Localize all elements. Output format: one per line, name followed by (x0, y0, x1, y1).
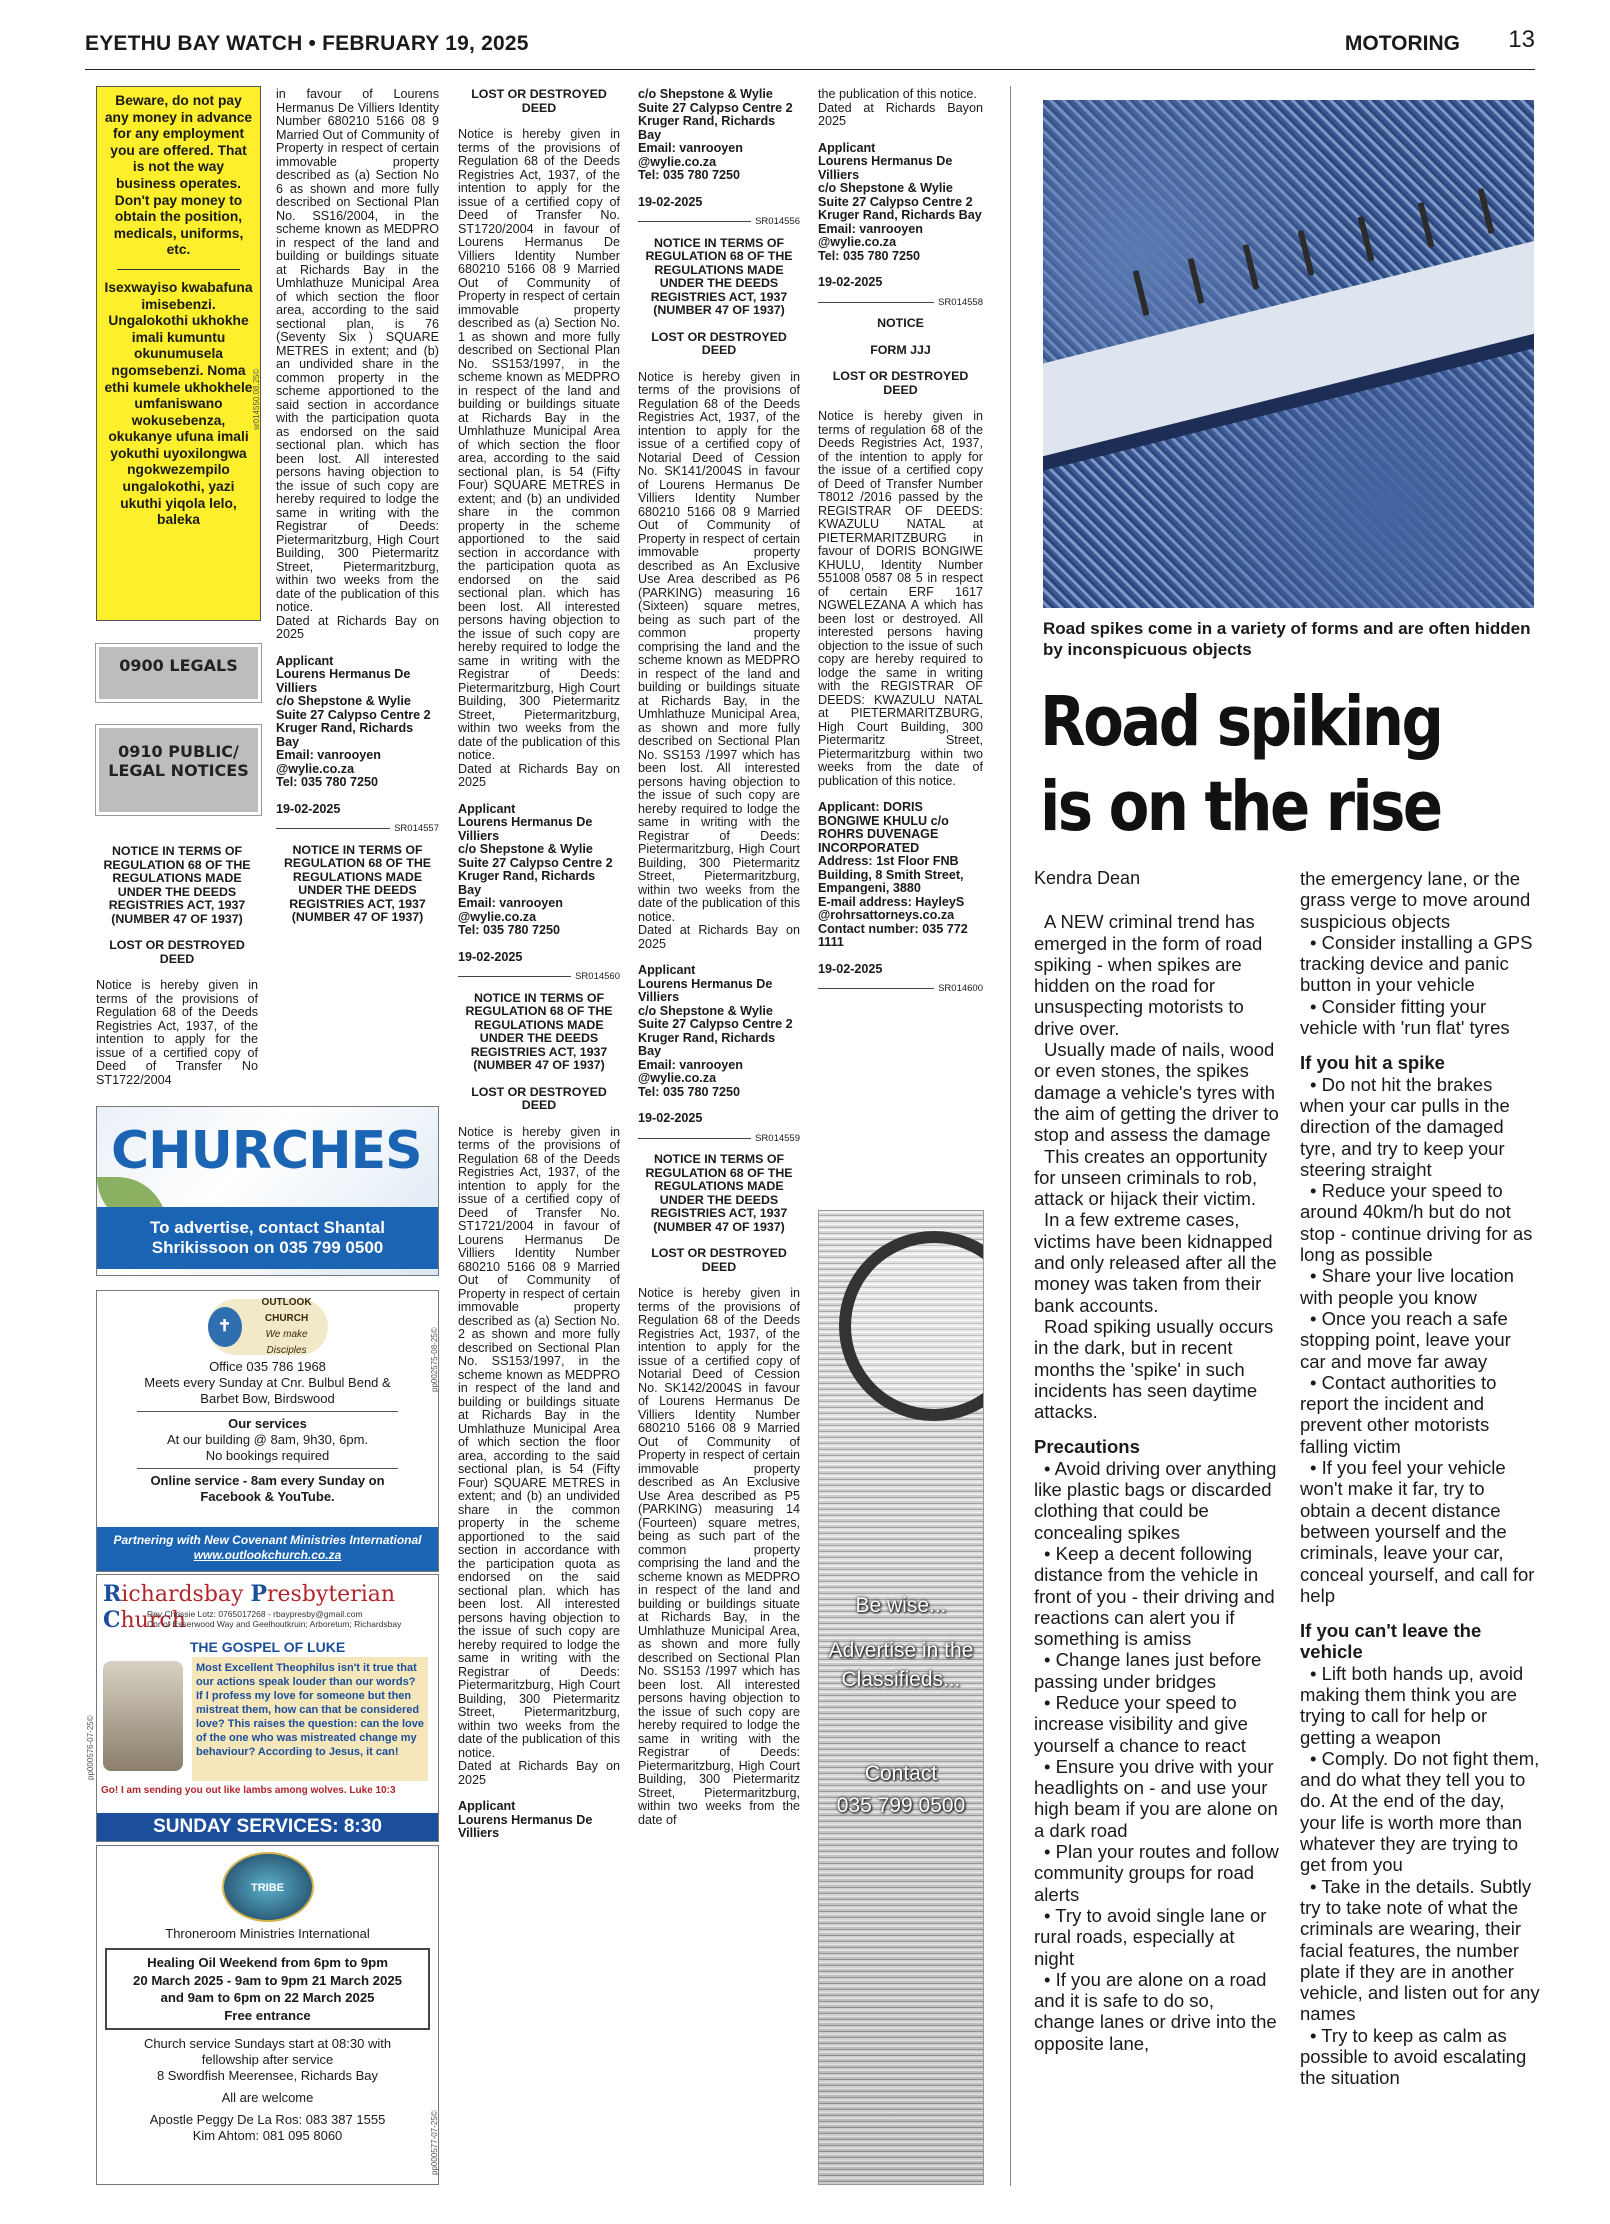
applicant-email: Email: vanrooyen @wylie.co.za (276, 748, 381, 776)
applicant-email: E-mail address: HayleyS @rohrsattorneys.co.za (818, 894, 965, 922)
article-bullet: • Plan your routes and follow community groups for road alerts (1034, 1841, 1279, 1905)
churches-title: CHURCHES (111, 1121, 422, 1181)
notice-subheading: LOST OR DESTROYED DEED (471, 1084, 607, 1112)
notice-body: in favour of Lourens Hermanus De Villiers Identity Number 680210 5166 08 9 Married Out of Community of Property in respect of certain immovable property described as (a) Section No 6 as shown and more fully described on Sectional Plan No. SS16/2004, in the scheme known as MEDPRO in respect of the land and building or buildings situate at Richards Bay in the Umhlathuze Municipal Area of which section the floor area, according to the said sectional plan, is 76 (Seventy Six ) SQUARE METRES in extent; and (b) an undivided share in the common property in the scheme apportioned to the said section in accordance with the participation quota as endorsed on the said sectional plan. which has been lost. All interested persons having objection to the issue of such copy are hereby required to lodge the same in writing with the Registrar of Deeds: Pietermaritzburg, High Court Building, 300 Pietermaritz Street, Pietermaritzburg, within two weeks from the date of the publication of this notice. (276, 88, 439, 614)
article-bullet: • If you are alone on a road and it is safe to do so, change lanes or drive into the opposite lane, (1034, 1969, 1279, 2054)
article-bullet: • Do not hit the brakes when your car pulls in the direction of the damaged tyre, and try to keep your steering straight (1300, 1074, 1540, 1180)
applicant-label: Applicant (276, 653, 334, 668)
article-paragraph: Road spiking usually occurs in the dark, but in recent months the 'spike' in such incidents has seen daytime attacks. (1034, 1315, 1274, 1423)
article-paragraph: the emergency lane, or the grass verge to move around suspicious objects (1300, 868, 1531, 932)
notice-heading: NOTICE IN TERMS OF REGULATION 68 OF THE REGULATIONS MADE UNDER THE DEEDS REGISTRIES ACT, 1937 (NUMBER 47 OF 1937) (645, 1152, 793, 1234)
outlook-services2: No bookings required (205, 1448, 330, 1463)
notice-ref: SR014557 (276, 822, 439, 836)
article-bullet: • Contact authorities to report the incident and prevent other motorists falling victim (1300, 1372, 1540, 1457)
page-header (85, 26, 1535, 70)
employment-warning-box (96, 86, 261, 621)
applicant-address: Address: 1st Floor FNB Building, 8 Smith Street, Empangeni, 3880 (818, 854, 964, 895)
notice-form: FORM JJJ (870, 342, 931, 357)
service-contact1: Apostle Peggy De La Ros: 083 387 1555 (149, 2112, 386, 2127)
throneroom-ad (96, 1845, 439, 2185)
applicant-name: Lourens Hermanus De Villiers (458, 1812, 593, 1840)
notice-heading: NOTICE IN TERMS OF REGULATION 68 OF THE REGULATIONS MADE UNDER THE DEEDS REGISTRIES ACT, 1937 (NUMBER 47 OF 1937) (283, 842, 432, 924)
outlook-band (97, 1527, 438, 1571)
applicant-label: Applicant (458, 1799, 516, 1813)
outlook-band-text: Partnering with New Covenant Ministries International (113, 1533, 422, 1547)
masthead: EYETHU BAY WATCH • FEBRUARY 19, 2025 (85, 32, 529, 55)
service-contact2: Kim Ahtom: 081 095 8060 (192, 2128, 343, 2143)
presbyterian-church-ad (96, 1574, 439, 1842)
warning-zulu: Isexwayiso kwabafuna imisebenzi. Ungalokothi ukhokhe imali kumuntu okunumusela ngomsebenzi. Noma ethi kumele ukhokhele umfaniswano wokusebenza, okukanye ufuna imali yokuthi uyoxilongwa ngokwezempilo ungalokothi, yazi ukuthi yiqola lelo, baleka (104, 279, 253, 528)
outlook-meets1: Meets every Sunday at Cnr. Bulbul Bend & (144, 1375, 391, 1390)
headline-line1: Road spiking (1040, 682, 1442, 762)
article-paragraph: A NEW criminal trend has emerged in the form of road spiking - when spikes are hidden on the road for unsuspecting motorists to drive over. (1034, 911, 1263, 1039)
notice-subheading: LOST OR DESTROYED DEED (471, 88, 607, 115)
notice-body: Notice is hereby given in terms of the provisions of Regulation 68 of the Deeds Registries Act, 1937, of the intention to apply for the issue of a certified copy of Deed of Transfer No. ST1720/2004 in favour of Lourens Hermanus De Villiers Identity Number 680210 5166 08 9 Married Out of Community of Property in respect of certain immovable property described as (a) Section No. 1 as shown and more fully described on Sectional Plan No. SS153/1997, in the scheme known as MEDPRO in respect of the land and building or buildings situate at Richards Bay in the Umhlathuze Municipal Area of which section the floor area, according to the said sectional plan, is 54 (Fifty Four) SQUARE METRES in extent; and (b) an undivided share in the common property in the scheme apportioned to the said section in accordance with the participation quota as endorsed on the said sectional plan. which has been lost. All interested persons having objection to the issue of such copy are hereby required to lodge the same in writing with the Registrar of Deeds: Pietermaritzburg, High Court Building, 300 Pietermaritz Street, Pietermaritzburg, within two weeks from the date of the publication of this notice. (458, 127, 620, 762)
article-subheading: If you can't leave the vehicle (1300, 1620, 1482, 1663)
applicant-email: Email: vanrooyen @wylie.co.za (818, 221, 923, 249)
outlook-code: pp002575-08-25© (430, 1327, 439, 1392)
byline: Kendra Dean (1034, 868, 1141, 888)
article-bullet: • Try to keep as calm as possible to avoid escalating the situation (1300, 2025, 1540, 2089)
event-line4: Free entrance (224, 2007, 311, 2023)
article-headline (1040, 680, 1470, 850)
outlook-meets2: Barbet Bow, Birdswood (200, 1391, 335, 1406)
throneroom-logo-text: TRIBE (251, 1882, 284, 1894)
notice-body: Notice is hereby given in terms of the provisions of Regulation 68 of the Deeds Registries Act, 1937, of the intention to apply for the issue of a certified copy of Deed of Transfer No ST1722/2004 (96, 978, 258, 1087)
presby-contact: Rev Chrissie Lotz: 0765017268 - rbaypresby@gmail.com Cnr of Esserwood Way and Geelhoutkruin; Arboretum; Richardsbay (147, 1609, 402, 1629)
service-line1: Church service Sundays start at 08:30 with (143, 2036, 392, 2051)
presby-code: pp000576-07-25© (86, 1715, 95, 1780)
headline-line2: is on the rise (1040, 767, 1441, 847)
churches-line1: To advertise, contact Shantal (150, 1218, 385, 1237)
classifieds-line1: Be wise... (855, 1594, 947, 1617)
applicant-firm: c/o Shepstone & Wylie Suite 27 Calypso Centre 2 Kruger Rand, Richards Bay (818, 181, 982, 222)
praying-figure-image (103, 1661, 183, 1771)
article-bullet: • Keep a decent following distance from the vehicle in front of you - their driving and reactions can alert you if something is amiss (1034, 1543, 1279, 1649)
notice-date: 19-02-2025 (276, 801, 341, 816)
applicant-name: Lourens Hermanus De Villiers (818, 154, 953, 182)
applicant-detail: Applicant: DORIS BONGIWE KHULU c/o ROHRS DUVENAGE INCORPORATED (818, 800, 949, 855)
notice-subheading: LOST OR DESTROYED DEED (832, 369, 969, 397)
notice-ref: SR014559 (638, 1132, 800, 1146)
article-bullet: • Reduce your speed to increase visibility and give yourself a chance to react (1034, 1692, 1279, 1756)
article-bullet: • Share your live location with people you know (1300, 1265, 1540, 1308)
notice-heading: NOTICE IN TERMS OF REGULATION 68 OF THE REGULATIONS MADE UNDER THE DEEDS REGISTRIES ACT, 1937 (NUMBER 47 OF 1937) (103, 845, 251, 926)
notice-subheading: LOST OR DESTROYED DEED (651, 329, 787, 357)
service-line2: fellowship after service (201, 2052, 334, 2067)
article-bullet: • Try to avoid single lane or rural roads, especially at night (1034, 1905, 1279, 1969)
applicant-tel: Tel: 035 780 7250 (458, 923, 560, 937)
notice-heading: NOTICE IN TERMS OF REGULATION 68 OF THE REGULATIONS MADE UNDER THE DEEDS REGISTRIES ACT, 1937 (NUMBER 47 OF 1937) (645, 235, 793, 317)
outlook-online2: Facebook & YouTube. (200, 1489, 335, 1504)
notice-dated: Dated at Richards Bayon 2025 (818, 100, 983, 128)
article-paragraph: This creates an opportunity for unseen criminals to rob, attack or hijack their victim. (1034, 1145, 1268, 1210)
road-spikes-photo (1043, 100, 1534, 608)
notice-dated: Dated at Richards Bay on 2025 (638, 923, 800, 951)
applicant-label: Applicant (458, 801, 516, 816)
article-subheading: Precautions (1034, 1436, 1140, 1458)
applicant-tel: Tel: 035 780 7250 (276, 775, 378, 789)
notice-subheading: LOST OR DESTROYED DEED (651, 1246, 787, 1274)
applicant-firm: c/o Shepstone & Wylie Suite 27 Calypso Centre 2 Kruger Rand, Richards Bay (458, 842, 613, 897)
article-bullet: • Consider installing a GPS tracking device and panic button in your vehicle (1300, 932, 1540, 996)
outlook-logo-sub: We make Disciples (265, 1329, 308, 1356)
warning-english: Beware, do not pay any money in advance for any employment you are offered. That is not the way business operates. Don't pay money to obtain the position, medicals, uniforms, etc. (104, 93, 253, 258)
applicant-firm: c/o Shepstone & Wylie Suite 27 Calypso Centre 2 Kruger Rand, Richards Bay (638, 88, 793, 142)
article-bullet: • Change lanes just before passing under bridges (1034, 1649, 1279, 1692)
article-bullet: • Reduce your speed to around 40km/h but do not stop - continue driving for as long as possible (1300, 1180, 1540, 1265)
notice-date: 19-02-2025 (638, 1111, 703, 1125)
classifieds-line2: Advertise in the (828, 1639, 974, 1662)
warning-code: sr014550.08.25© (252, 368, 261, 430)
applicant-name: Lourens Hermanus De Villiers (638, 976, 773, 1004)
applicant-firm: c/o Shepstone & Wylie Suite 27 Calypso Centre 2 Kruger Rand, Richards Bay (638, 1003, 793, 1058)
service-line4: All are welcome (221, 2090, 314, 2105)
event-line3: and 9am to 6pm on 22 March 2025 (160, 1990, 375, 2005)
notice-dated: Dated at Richards Bay on 2025 (276, 613, 439, 641)
notice-body: Notice is hereby given in terms of the provisions of Regulation 68 of the Deeds Registries Act, 1937, of the intention to apply for the issue of a certified copy of Deed of Transfer No. ST1721/2004 in favour of Lourens Hermanus De Villiers Identity Number 680210 5166 08 9 Married Out of Community of Property in respect of certain immovable property described as (a) Section No. 2 as shown and more fully described on Sectional Plan No. SS153/1997, in the scheme known as MEDPRO in respect of the land and building or buildings situate at Richards Bay in the Umhlathuze Municipal Area of which section the floor area, according to the said sectional plan, is 54 (Fifty Four) SQUARE METRES in extent; and (b) an undivided share in the common property in the scheme apportioned to the said section in accordance with the participation quota as endorsed on the said sectional plan. which has been lost. All interested persons having objection to the issue of such copy are hereby required to lodge the same in writing with the Registrar of Deeds: Pietermaritzburg, High Court Building, 300 Pietermaritz Street, Pietermaritzburg, within two weeks from the date of the publication of this notice. (458, 1124, 620, 1760)
applicant-tel: Tel: 035 780 7250 (818, 248, 920, 263)
notice-date: 19-02-2025 (458, 949, 523, 964)
event-line2: 20 March 2025 - 9am to 9pm 21 March 2025 (132, 1972, 403, 1988)
notice-ref: SR014560 (458, 970, 620, 984)
outlook-services1: At our building @ 8am, 9h30, 6pm. (166, 1432, 369, 1447)
article-bullet: • Comply. Do not fight them, and do what they tell you to do. At the end of the day, your life is worth more than whatever they are trying to get from you (1300, 1748, 1540, 1876)
presby-verse: Go! I am sending you out like lambs among wolves. Luke 10:3 (101, 1785, 396, 1796)
notice-col3 (458, 88, 620, 2188)
column-divider (1010, 86, 1011, 2186)
notice-col5 (818, 88, 983, 1188)
outlook-church-ad (96, 1290, 439, 1572)
notice-dated: Dated at Richards Bay on 2025 (458, 1759, 620, 1787)
churches-contact (97, 1207, 438, 1269)
notice-heading: NOTICE IN TERMS OF REGULATION 68 OF THE REGULATIONS MADE UNDER THE DEEDS REGISTRIES ACT, 1937 (NUMBER 47 OF 1937) (465, 990, 613, 1072)
magnifier-graphic (839, 1231, 984, 1421)
outlook-website-link[interactable]: www.outlookchurch.co.za (193, 1548, 342, 1562)
article-bullet: • Ensure you drive with your headlights on - and use your high beam if you are alone on a dark road (1034, 1756, 1279, 1841)
notice-date: 19-02-2025 (638, 194, 703, 209)
throneroom-event (105, 1948, 430, 2030)
notice-body: Notice is hereby given in terms of regulation 68 of the Deeds Registries Act, 1937, of the intention to apply for the issue of a certified copy of Deed of Transfer Number T8012 /2016 passed by the REGISTRAR OF DEEDS: KWAZULU NATAL at PIETERMARITZBURG in favour of DORIS BONGIWE KHULU, Identity Number 551008 0587 08 5 in respect of certain ERF 1617 NGWELEZANA A which has been lost or destroyed. All interested persons having objection to the issue of such copy are hereby required to lodge the same in writing with the REGISTRAR OF DEEDS: KWAZULU NATAL at PIETERMARITZBURG, High Court Building, 300 Pietermaritz Street, Pietermaritzburg within two weeks from the date of publication of this notice. (818, 409, 983, 788)
classifieds-phone: 035 799 0500 (836, 1794, 966, 1817)
applicant-label: Applicant (818, 140, 876, 155)
notice-body: Notice is hereby given in terms of the provisions of Regulation 68 of the Deeds Registries Act, 1937, of the intention to apply for the issue of a certified copy of Notarial Deed of Cession No. SK142/2004S in favour of Lourens Hermanus De Villiers Identity Number 680210 5166 08 9 Married Out of Community of Property in respect of certain immovable property described as An Exclusive Use Area described as P5 (PARKING) measuring 14 (Fourteen) square metres, being as such part of the common property comprising the land and the scheme known as MEDPRO in respect of the land and building or buildings situate at Richards Bay, in the Umhlathuze Municipal Area, as shown and more fully described on Sectional Plan No. SS153 /1997 which has been lost. All interested persons having objection to the issue of such copy are hereby required to lodge the same in writing with the Registrar of Deeds: Pietermaritzburg, High Court Building, 300 Pietermaritz Street, Pietermaritzburg, within two weeks from the date of (638, 1286, 800, 1827)
applicant-firm: c/o Shepstone & Wylie Suite 27 Calypso Centre 2 Kruger Rand, Richards Bay (276, 694, 431, 749)
spike-strip (1043, 229, 1534, 461)
presby-message: Most Excellent Theophilus isn't it true that our actions speak louder than our words? If I profess my love for someone but then mistreat them, how can that be considered love? This raises the question: can the love of the one who was mistreated change my behaviour? According to Jesus, it can! (192, 1657, 428, 1781)
throneroom-name: Throneroom Ministries International (165, 1926, 370, 1941)
applicant-contact: Contact number: 035 772 1111 (818, 921, 968, 949)
notice-date: 19-02-2025 (818, 275, 883, 289)
presby-gospel: THE GOSPEL OF LUKE (189, 1639, 346, 1655)
service-line3: 8 Swordfish Meerensee, Richards Bay (156, 2068, 379, 2083)
applicant-name: Lourens Hermanus De Villiers (458, 815, 593, 843)
outlook-logo (208, 1299, 328, 1355)
article-bullet: • If you feel your vehicle won't make it far, try to obtain a decent distance between yourself and the criminals, leave your car, conceal yourself, and call for help (1300, 1457, 1540, 1606)
article-subheading: If you hit a spike (1300, 1052, 1445, 1074)
throne-code: pp000577-07-25© (430, 2110, 439, 2175)
outlook-office: Office 035 786 1968 (209, 1359, 326, 1374)
notice-heading: NOTICE (877, 316, 924, 330)
presby-sunday: SUNDAY SERVICES: 8:30 (97, 1813, 438, 1841)
churches-line2: Shrikissoon on 035 799 0500 (151, 1238, 384, 1257)
notice-date: 19-02-2025 (818, 961, 883, 976)
photo-caption: Road spikes come in a variety of forms and are often hidden by inconspicuous objects (1043, 619, 1531, 659)
notice-col2 (276, 88, 439, 1098)
notice-ref: SR014600 (818, 982, 983, 996)
churches-ad (96, 1106, 439, 1276)
article-paragraph: Usually made of nails, wood or even stones, the spikes damage a vehicle's tyres with the aim of getting the driver to stop and assess the damage (1034, 1039, 1279, 1146)
presby-name: Richardsbay Presbyterian Church (103, 1581, 396, 1633)
article-bullet: • Lift both hands up, avoid making them think you are trying to call for help or getting a weapon (1300, 1663, 1540, 1748)
classifieds-ad (818, 1210, 984, 2185)
article-paragraph: In a few extreme cases, victims have been kidnapped and only released after all the money was taken from their bank accounts. (1034, 1209, 1277, 1316)
applicant-email: Email: vanrooyen @wylie.co.za (638, 141, 743, 169)
section-name: MOTORING (1344, 32, 1460, 55)
legals-label: 0900 LEGALS (96, 644, 261, 702)
article-column-right (1300, 868, 1540, 2188)
applicant-email: Email: vanrooyen @wylie.co.za (458, 896, 563, 924)
article-bullet: • Consider fitting your vehicle with 'run flat' tyres (1300, 996, 1540, 1039)
notice-col4 (638, 88, 800, 2188)
cross-icon: ✝ (208, 1307, 242, 1347)
notice-body: the publication of this notice. (818, 88, 977, 101)
event-line1: Healing Oil Weekend from 6pm to 9pm (147, 1955, 388, 1970)
notice-dated: Dated at Richards Bay on 2025 (458, 761, 620, 789)
article-bullet: • Avoid driving over anything like plastic bags or discarded clothing that could be concealing spikes (1034, 1458, 1279, 1543)
article-bullet: • Once you reach a safe stopping point, leave your car and move far away (1300, 1308, 1540, 1372)
outlook-logo-text: OUTLOOK CHURCH (261, 1297, 312, 1324)
notice-subheading: LOST OR DESTROYED DEED (109, 938, 245, 966)
notice-body: Notice is hereby given in terms of the provisions of Regulation 68 of the Deeds Registries Act, 1937, of the intention to apply for the issue of a certified copy of Notarial Deed of Cession No. SK141/2004S in favour of Lourens Hermanus De Villiers Identity Number 680210 5166 08 9 Married Out of Community of Property in respect of certain immovable property described as An Exclusive Use Area described as P6 (PARKING) measuring 16 (Sixteen) square metres, being as such part of the common property comprising the land and the scheme known as MEDPRO in respect of the land and building or buildings situate at Richards Bay, in the Umhlathuze Municipal Area, as shown and more fully described on Sectional Plan No. SS153 /1997 which has been lost. All interested persons having objection to the issue of such copy are hereby required to lodge the same in writing with the Registrar of Deeds: Pietermaritzburg, High Court Building, 300 Pietermaritz Street, Pietermaritzburg, within two weeks from the date of the publication of this notice. (638, 369, 800, 924)
applicant-email: Email: vanrooyen @wylie.co.za (638, 1057, 743, 1085)
notice-ref: SR014558 (818, 296, 983, 310)
throneroom-logo (222, 1852, 314, 1922)
applicant-label: Applicant (638, 963, 696, 977)
classifieds-line3: Classifieds... (841, 1668, 961, 1691)
classifieds-line4: Contact (864, 1762, 938, 1785)
page-number: 13 (1508, 26, 1535, 53)
article-column-left (1034, 868, 1279, 2188)
notice-col1 (96, 845, 258, 1095)
article-bullet: • Take in the details. Subtly try to take note of what the criminals are wearing, their facial features, the number plate if they are in another vehicle, and listen out for any names (1300, 1876, 1540, 2025)
applicant-tel: Tel: 035 780 7250 (638, 1084, 740, 1099)
outlook-online1: Online service - 8am every Sunday on (150, 1473, 385, 1488)
notice-ref: SR014556 (638, 215, 800, 229)
outlook-services-heading: Our services (228, 1416, 307, 1431)
public-notices-label: 0910 PUBLIC/ LEGAL NOTICES (96, 725, 261, 815)
applicant-tel: Tel: 035 780 7250 (638, 168, 740, 182)
applicant-name: Lourens Hermanus De Villiers (276, 667, 411, 695)
